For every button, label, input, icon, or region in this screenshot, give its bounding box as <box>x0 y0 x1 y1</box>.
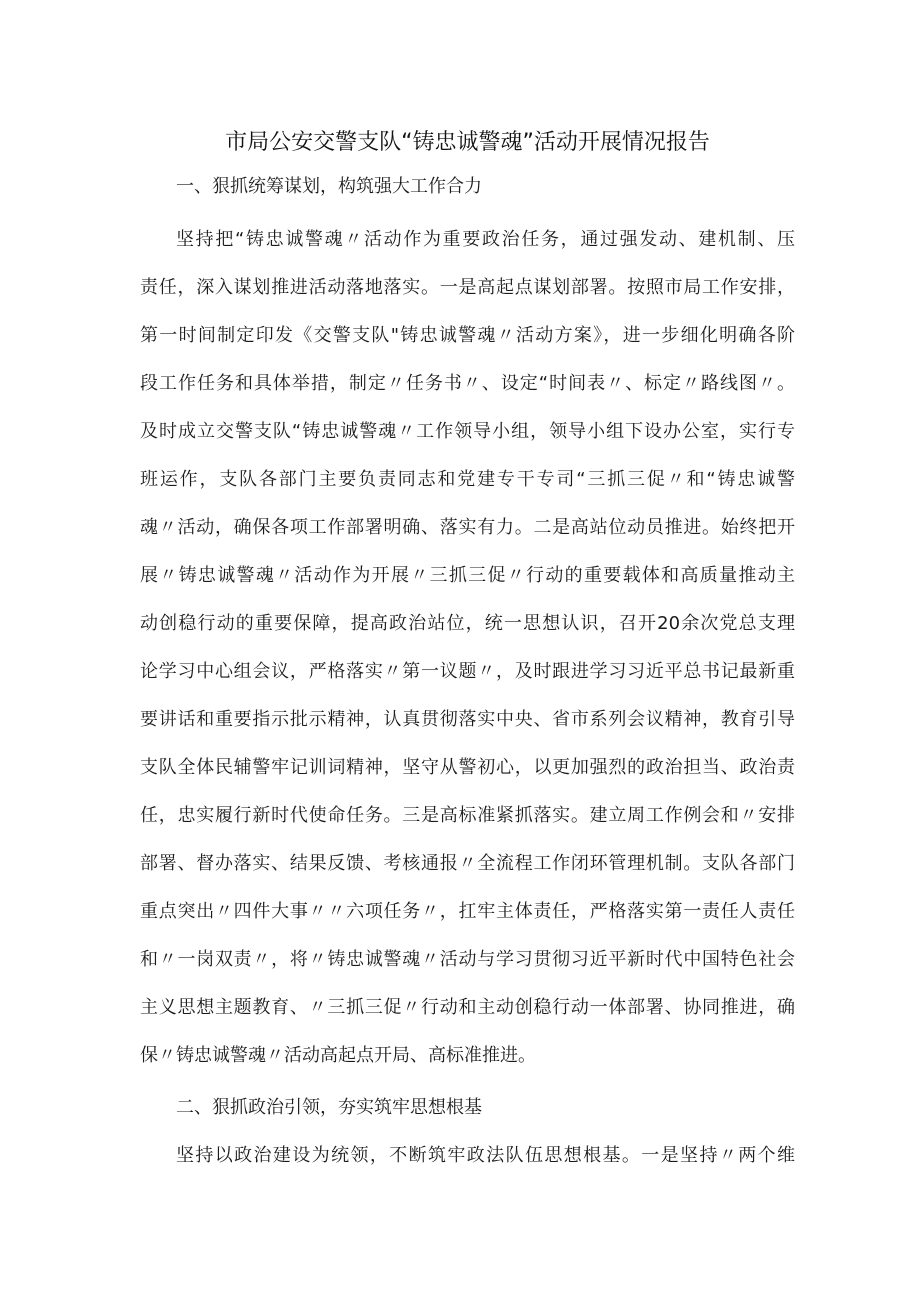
paragraph-line: 及时成立交警支队“铸忠诚警魂〃工作领导小组，领导小组下设办公室，实行专 <box>140 421 795 442</box>
paragraph-line: 展〃铸忠诚警魂〃活动作为开展〃三抓三促〃行动的重要载体和高质量推动主 <box>140 565 795 586</box>
paragraph-line: 班运作，支队各部门主要负责同志和党建专干专司“三抓三促〃和“铸忠诚警 <box>140 469 795 490</box>
paragraph-line: 要讲话和重要指示批示精神，认真贯彻落实中央、省市系列会议精神，教育引导 <box>140 709 795 730</box>
paragraph-line: 动创稳行动的重要保障，提高政治站位，统一思想认识，召开20余次党总支理 <box>140 613 795 634</box>
paragraph-line: 魂〃活动，确保各项工作部署明确、落实有力。二是高站位动员推进。始终把开 <box>140 517 795 538</box>
document-body <box>140 121 795 1180</box>
section-heading-1: 一、狠抓统筹谋划，构筑强大工作合力 <box>176 176 482 197</box>
paragraph-line: 部署、督办落实、结果反馈、考核通报〃全流程工作闭环管理机制。支队各部门 <box>140 853 795 874</box>
paragraph-line: 坚持以政治建设为统领，不断筑牢政法队伍思想根基。一是坚持〃两个维 <box>176 1145 795 1166</box>
paragraph-line: 段工作任务和具体举措，制定〃任务书〃、设定“时间表〃、标定〃路线图〃。 <box>140 373 795 394</box>
paragraph-line: 坚持把“铸忠诚警魂〃活动作为重要政治任务，通过强发动、建机制、压 <box>176 229 795 250</box>
paragraph-line: 责任，深入谋划推进活动落地落实。一是高起点谋划部署。按照市局工作安排， <box>140 277 795 298</box>
paragraph-line: 主义思想主题教育、〃三抓三促〃行动和主动创稳行动一体部署、协同推进，确 <box>140 997 795 1018</box>
document-title: 市局公安交警支队“铸忠诚警魂”活动开展情况报告 <box>225 130 710 155</box>
section-heading-2: 二、狠抓政治引领，夯实筑牢思想根基 <box>176 1097 482 1118</box>
paragraph-line: 任，忠实履行新时代使命任务。三是高标准紧抓落实。建立周工作例会和〃安排 <box>140 805 795 826</box>
paragraph-line: 论学习中心组会议，严格落实〃第一议题〃，及时跟进学习习近平总书记最新重 <box>140 661 795 682</box>
section-2-paragraph <box>140 1132 795 1180</box>
paragraph-line: 第一时间制定印发《交警支队"铸忠诚警魂〃活动方案》，进一步细化明确各阶 <box>140 325 795 346</box>
paragraph-line: 和〃一岗双责〃，将〃铸忠诚警魂〃活动与学习贯彻习近平新时代中国特色社会 <box>140 949 795 970</box>
paragraph-line: 重点突出〃四件大事〃〃六项任务〃，扛牢主体责任，严格落实第一责任人责任 <box>140 901 795 922</box>
paragraph-line: 保〃铸忠诚警魂〃活动高起点开局、高标准推进。 <box>140 1045 536 1066</box>
paragraph-line: 支队全体民辅警牢记训词精神，坚守从警初心，以更加强烈的政治担当、政治责 <box>140 757 795 778</box>
section-1-paragraph <box>140 216 795 1080</box>
